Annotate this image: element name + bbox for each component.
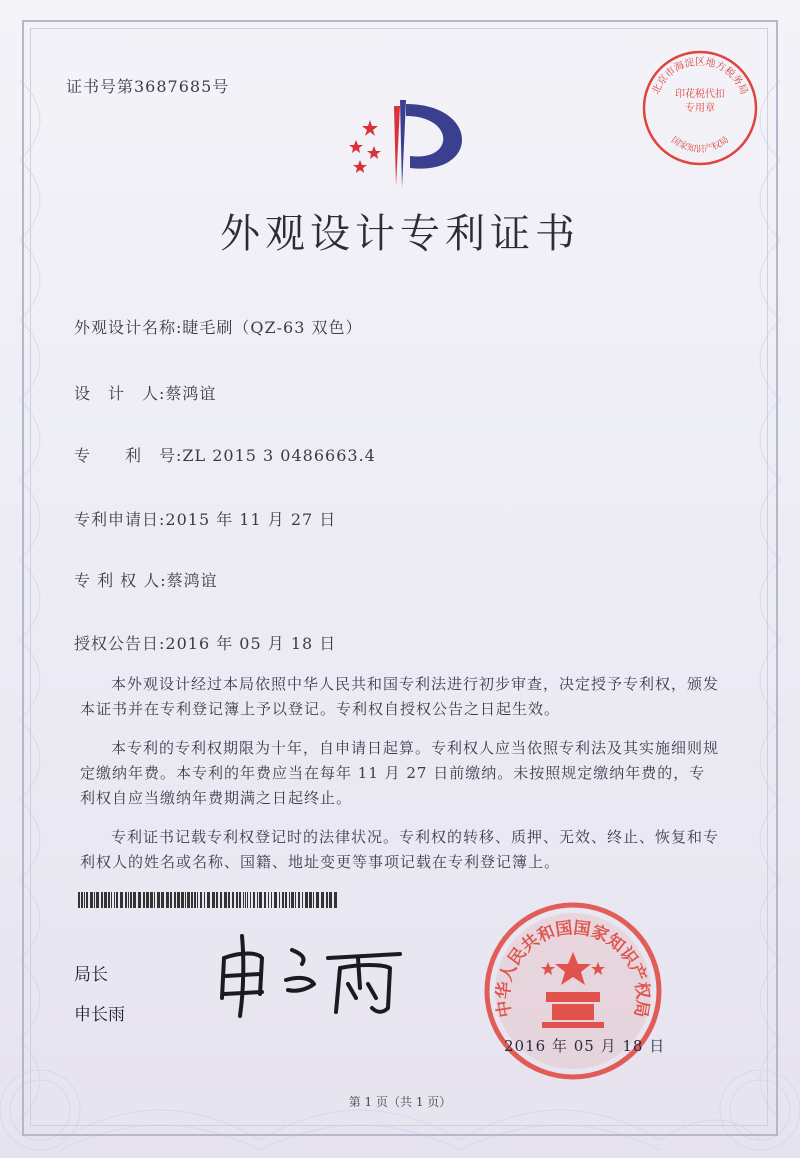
barcode-bar xyxy=(295,892,296,908)
barcode-bar xyxy=(334,892,337,908)
barcode-bar xyxy=(78,892,80,908)
barcode-bar xyxy=(329,892,332,908)
barcode-bar xyxy=(181,892,184,908)
barcode-bar xyxy=(285,892,287,908)
certificate-body-text xyxy=(80,672,720,875)
barcode-bar xyxy=(170,892,172,908)
barcode-bar xyxy=(282,892,284,908)
barcode-bar xyxy=(200,892,202,908)
barcode-bar xyxy=(94,892,95,908)
barcode-bar xyxy=(271,892,272,908)
barcode-bar xyxy=(313,892,314,908)
barcode-bar xyxy=(174,892,176,908)
barcode-bar xyxy=(111,892,112,908)
field-value: 睫毛刷（QZ-63 双色） xyxy=(182,318,363,337)
barcode-bar xyxy=(259,892,262,908)
field-label: 授权公告日: xyxy=(74,634,166,653)
barcode-bar xyxy=(232,892,234,908)
paragraph: 专利证书记载专利权登记时的法律状况。专利权的转移、质押、无效、终止、恢复和专利权人的姓名或名称、国籍、地址变更等事项记载在专利登记簿上。 xyxy=(80,828,720,871)
field-label: 专利申请日: xyxy=(74,510,166,529)
barcode-bar xyxy=(247,892,248,908)
field-patentee xyxy=(74,568,218,591)
director-name: 申长雨 xyxy=(74,1005,125,1025)
barcode-bar xyxy=(257,892,258,908)
barcode-bar xyxy=(108,892,110,908)
page-number: 第 1 页（共 1 页） xyxy=(348,1095,452,1109)
barcode-bar xyxy=(125,892,127,908)
field-designer xyxy=(74,381,216,404)
barcode-bar xyxy=(220,892,222,908)
paragraph: 本外观设计经过本局依照中华人民共和国专利法进行初步审查，决定授予专利权，颁发本证书并在专利登记簿上予以登记。专利权自授权公告之日起生效。 xyxy=(80,675,720,718)
barcode-bar xyxy=(279,892,280,908)
barcode-bar xyxy=(250,892,251,908)
barcode-bar xyxy=(128,892,129,908)
director-title: 局长 xyxy=(74,965,108,985)
director-signature xyxy=(210,928,410,1018)
cnipa-logo xyxy=(330,96,480,192)
field-value: 2015 年 11 月 27 日 xyxy=(165,510,337,529)
field-label: 专 利 权 人: xyxy=(74,571,167,590)
barcode-bar xyxy=(216,892,218,908)
paragraph: 本专利的专利权期限为十年，自申请日起算。专利权人应当依照专利法及其实施细则规定缴纳年费。本专利的年费应当在每年 11 月 27 日前缴纳。未按照规定缴纳年费的，专利权自应当缴纳年费期满之日起终止。 xyxy=(80,739,720,807)
seal-date: 2016 年 05 月 18 日 xyxy=(504,1037,666,1055)
barcode-bar xyxy=(236,892,238,908)
barcode-bar xyxy=(191,892,193,908)
field-patent-number xyxy=(74,443,376,466)
barcode-bar xyxy=(84,892,85,908)
barcode-bar xyxy=(212,892,215,908)
field-value: 蔡鸿谊 xyxy=(165,384,217,403)
certificate-title: 外观设计专利证书 xyxy=(220,211,580,257)
barcode-bar xyxy=(207,892,210,908)
barcode-bar xyxy=(309,892,312,908)
field-value: 蔡鸿谊 xyxy=(166,571,218,590)
barcode-bar xyxy=(90,892,93,908)
barcode-bar xyxy=(302,892,303,908)
barcode-bar xyxy=(204,892,205,908)
barcode xyxy=(78,892,340,908)
barcode-bar xyxy=(274,892,277,908)
barcode-bar xyxy=(150,892,153,908)
field-grant-date xyxy=(74,631,336,654)
barcode-bar xyxy=(321,892,324,908)
barcode-bar xyxy=(104,892,107,908)
barcode-bar xyxy=(143,892,145,908)
barcode-bar xyxy=(138,892,141,908)
barcode-bar xyxy=(253,892,255,908)
barcode-bar xyxy=(268,892,269,908)
barcode-bar xyxy=(114,892,115,908)
field-label: 外观设计名称: xyxy=(74,318,183,337)
field-label: 设 计 人: xyxy=(74,384,166,403)
field-value: 2016 年 05 月 18 日 xyxy=(165,634,337,653)
field-label: 专 利 号: xyxy=(74,446,183,465)
barcode-bar xyxy=(101,892,103,908)
barcode-bar xyxy=(298,892,300,908)
barcode-bar xyxy=(116,892,118,908)
barcode-bar xyxy=(185,892,186,908)
certificate-number: 证书号第3687685号 xyxy=(66,77,230,96)
barcode-bar xyxy=(197,892,198,908)
barcode-bar xyxy=(264,892,266,908)
seal-small-center-text: 印花税代扣专用章 xyxy=(675,89,725,114)
barcode-bar xyxy=(187,892,190,908)
seal-small-bottom-text: 国家知识产权局 xyxy=(669,135,731,155)
barcode-bar xyxy=(305,892,308,908)
barcode-bar xyxy=(154,892,155,908)
barcode-bar xyxy=(239,892,241,908)
svg-text:国家知识产权局 xyxy=(669,135,731,155)
seal-text: 中华人民共和国国家知识产权局 xyxy=(493,918,653,1019)
barcode-bar xyxy=(81,892,83,908)
barcode-bar xyxy=(316,892,319,908)
barcode-bar xyxy=(224,892,227,908)
barcode-bar xyxy=(86,892,88,908)
barcode-bar xyxy=(177,892,180,908)
barcode-bar xyxy=(157,892,160,908)
barcode-bar xyxy=(146,892,149,908)
seal-small-text: 北京市海淀区地方税务局 xyxy=(650,56,750,97)
barcode-bar xyxy=(245,892,246,908)
barcode-bar xyxy=(243,892,244,908)
barcode-bar xyxy=(161,892,164,908)
barcode-bar xyxy=(291,892,294,908)
barcode-bar xyxy=(166,892,169,908)
barcode-bar xyxy=(96,892,99,908)
barcode-bar xyxy=(130,892,132,908)
field-application-date xyxy=(74,507,336,530)
stamp-duty-seal xyxy=(640,48,760,168)
barcode-bar xyxy=(289,892,290,908)
barcode-bar xyxy=(228,892,230,908)
field-design-name xyxy=(74,315,363,338)
barcode-bar xyxy=(120,892,123,908)
barcode-bar xyxy=(133,892,136,908)
field-value: ZL 2015 3 0486663.4 xyxy=(182,446,376,465)
barcode-bar xyxy=(326,892,328,908)
barcode-bar xyxy=(194,892,196,908)
